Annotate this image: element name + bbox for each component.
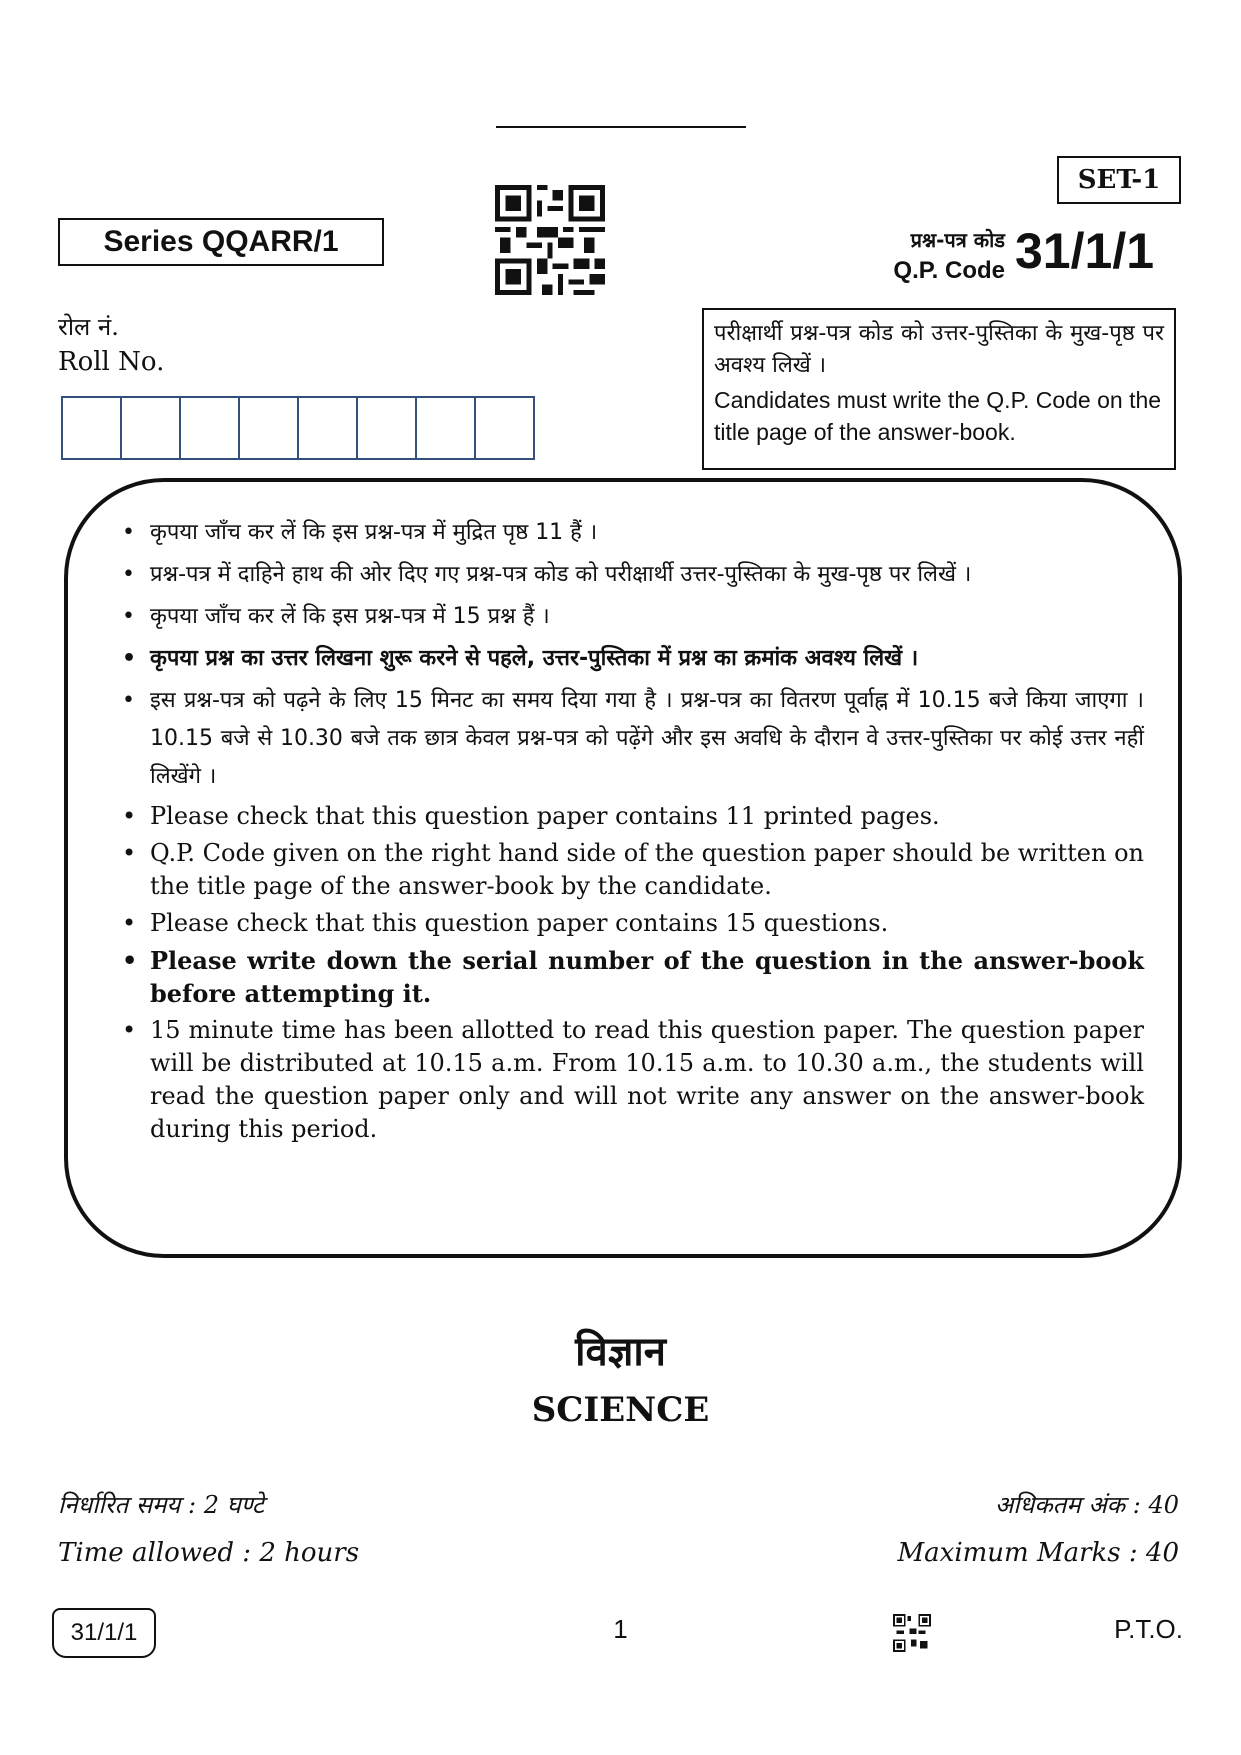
footer-code: 31/1/1	[52, 1608, 156, 1658]
qr-code-icon	[495, 185, 605, 295]
instructions-list	[118, 514, 1144, 1146]
instruction-item: • Please check that this question paper contains 11 printed pages.	[118, 800, 1144, 833]
time-allowed: Time allowed : 2 hours	[58, 1538, 360, 1568]
max-marks-hindi: अधिकतम अंक : 40	[994, 1491, 1179, 1519]
instruction-item: • Please write down the serial number of the question in the answer-book before attempting it.	[118, 944, 1144, 1010]
instruction-item: • कृपया जाँच कर लें कि इस प्रश्न-पत्र में 15 प्रश्न हैं ।	[118, 598, 1144, 636]
qp-code-label-hindi: प्रश्न-पत्र कोड	[910, 228, 1005, 252]
roll-number-cell[interactable]	[415, 396, 476, 460]
instruction-item: • इस प्रश्न-पत्र को पढ़ने के लिए 15 मिनट का समय दिया गया है । प्रश्न-पत्र का वितरण पूर्वाह्न में 10.15 बजे किया जाएगा । 10.15 बजे से 10.30 बजे तक छात्र केवल प्रश्न-पत्र को पढ़ेंगे और इस अवधि के दौरान वे उत्तर-पुस्तिका पर कोई उत्तर नहीं लिखेंगे ।	[118, 682, 1144, 796]
roll-number-cell[interactable]	[356, 396, 417, 460]
qp-code-label: Q.P. Code	[893, 257, 1005, 284]
roll-number-cell[interactable]	[238, 396, 299, 460]
series-label: Series QQARR/1	[58, 218, 384, 266]
please-turn-over: P.T.O.	[1114, 1614, 1183, 1644]
top-rule	[496, 126, 746, 128]
page-number: 1	[613, 1614, 628, 1644]
roll-number-cell[interactable]	[297, 396, 358, 460]
time-allowed-hindi: निर्धारित समय : 2 घण्टे	[58, 1491, 265, 1519]
instruction-item: • 15 minute time has been allotted to read this question paper. The question paper will be distributed at 10.15 a.m. From 10.15 a.m. to 10.30 a.m., the students will read the question paper only and will not write any answer on the answer-book during this period.	[118, 1014, 1144, 1146]
qr-code-icon	[893, 1614, 931, 1652]
set-badge: SET-1	[1057, 156, 1181, 204]
roll-number-cell[interactable]	[474, 396, 535, 460]
instruction-item: • कृपया जाँच कर लें कि इस प्रश्न-पत्र में मुद्रित पृष्ठ 11 हैं ।	[118, 514, 1144, 552]
qp-code: 31/1/1	[1015, 223, 1155, 279]
roll-number-boxes	[61, 396, 533, 460]
notice-english: Candidates must write the Q.P. Code on the title page of the answer-book.	[714, 387, 1162, 445]
roll-number-cell[interactable]	[61, 396, 122, 460]
instruction-item: • Please check that this question paper contains 15 questions.	[118, 907, 1144, 940]
max-marks: Maximum Marks : 40	[897, 1538, 1179, 1568]
instruction-item: • प्रश्न-पत्र में दाहिने हाथ की ओर दिए गए प्रश्न-पत्र कोड को परीक्षार्थी उत्तर-पुस्तिका के मुख-पृष्ठ पर लिखें ।	[118, 556, 1144, 594]
subject-title: SCIENCE	[531, 1390, 710, 1430]
notice-hindi: परीक्षार्थी प्रश्न-पत्र कोड को उत्तर-पुस्तिका के मुख-पृष्ठ पर अवश्य लिखें ।	[714, 321, 1164, 378]
subject-title-hindi: विज्ञान	[575, 1329, 666, 1375]
roll-number-cell[interactable]	[120, 396, 181, 460]
instruction-item: • कृपया प्रश्न का उत्तर लिखना शुरू करने से पहले, उत्तर-पुस्तिका में प्रश्न का क्रमांक अवश्य लिखें ।	[118, 640, 1144, 678]
roll-label-hindi: रोल नं.	[58, 313, 119, 341]
roll-label: Roll No.	[58, 347, 165, 377]
qp-code-notice	[702, 308, 1176, 470]
instruction-item: • Q.P. Code given on the right hand side of the question paper should be written on the title page of the answer-book by the candidate.	[118, 837, 1144, 903]
instructions-box	[64, 478, 1182, 1258]
roll-number-cell[interactable]	[179, 396, 240, 460]
